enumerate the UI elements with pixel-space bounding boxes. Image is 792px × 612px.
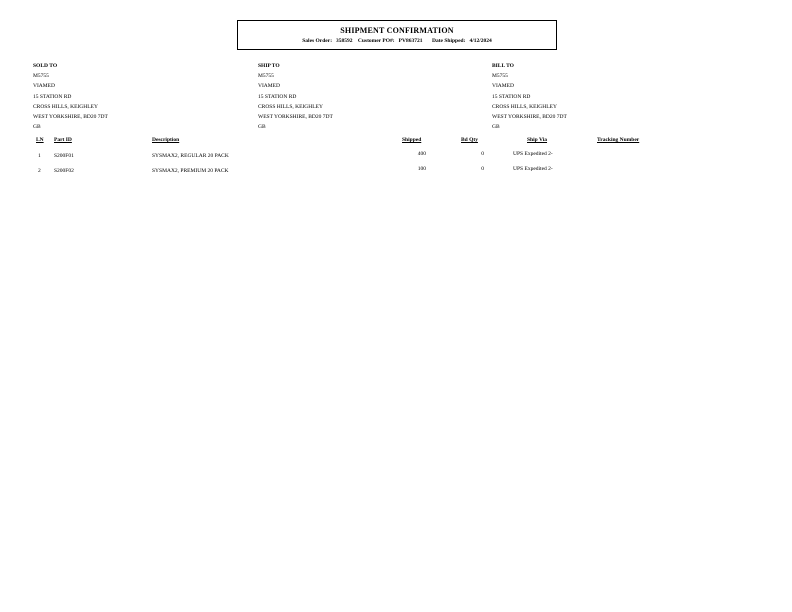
sold-to-line: M5755	[33, 73, 49, 80]
col-header-ln: LN	[36, 137, 44, 143]
sales-order-label: Sales Order:	[302, 38, 333, 44]
document-title: SHIPMENT CONFIRMATION	[340, 26, 454, 35]
row-shipped: 100	[417, 166, 426, 172]
bill-to-line: 15 STATION RD	[492, 93, 531, 100]
row-description: SYSMAX2, REGULAR 20 PACK	[152, 153, 229, 159]
col-header-shipped: Shipped	[402, 137, 422, 143]
row-bo-qty: 0	[481, 151, 484, 157]
bill-to-line: M5755	[492, 73, 508, 80]
sold-to-line: 15 STATION RD	[33, 93, 72, 100]
ship-to-block	[258, 61, 333, 132]
row-description: SYSMAX2, PREMIUM 20 PACK	[152, 168, 229, 174]
bill-to-block	[492, 61, 567, 132]
ship-to-line: CROSS HILLS, KEIGHLEY	[258, 103, 323, 110]
ship-to-line: GB	[258, 124, 266, 131]
col-header-tracking: Tracking Number	[597, 137, 640, 143]
bill-to-line: GB	[492, 124, 500, 131]
sold-to-block	[33, 61, 108, 132]
bill-to-label: BILL TO	[492, 63, 514, 69]
row-part-id: S200F02	[54, 168, 74, 174]
row-bo-qty: 0	[481, 166, 484, 172]
customer-po-value: PV863721	[398, 38, 423, 44]
ship-to-line: 15 STATION RD	[258, 93, 297, 100]
bill-to-line: CROSS HILLS, KEIGHLEY	[492, 103, 557, 110]
document-header	[237, 20, 557, 50]
row-ship-via: UPS Expedited 2-	[513, 151, 553, 157]
row-ln: 1	[38, 153, 41, 159]
col-header-part-id: Part ID	[54, 137, 72, 143]
customer-po-label: Customer PO#:	[357, 38, 395, 44]
date-shipped-label: Date Shipped:	[431, 38, 466, 44]
row-ship-via: UPS Expedited 2-	[513, 166, 553, 172]
row-part-id: S200F01	[54, 153, 74, 159]
sold-to-line: CROSS HILLS, KEIGHLEY	[33, 103, 98, 110]
ship-to-line: WEST YORKSHIRE, BD20 7DT	[258, 114, 333, 121]
sold-to-line: GB	[33, 124, 41, 131]
header-info-line	[238, 38, 556, 44]
sold-to-line: VIAMED	[33, 83, 55, 90]
sold-to-line: WEST YORKSHIRE, BD20 7DT	[33, 114, 108, 121]
ship-to-label: SHIP TO	[258, 63, 280, 69]
row-shipped: 400	[417, 151, 426, 157]
col-header-bo-qty: Bd Qty	[461, 137, 478, 143]
bill-to-line: VIAMED	[492, 83, 514, 90]
col-header-description: Description	[152, 137, 180, 143]
sold-to-label: SOLD TO	[33, 63, 58, 69]
row-ln: 2	[38, 168, 41, 174]
col-header-ship-via: Ship Via	[527, 137, 548, 143]
sales-order-value: 358592	[336, 38, 353, 44]
date-shipped-value: 4/12/2024	[469, 38, 492, 44]
ship-to-line: VIAMED	[258, 83, 280, 90]
bill-to-line: WEST YORKSHIRE, BD20 7DT	[492, 114, 567, 121]
ship-to-line: M5755	[258, 73, 274, 80]
